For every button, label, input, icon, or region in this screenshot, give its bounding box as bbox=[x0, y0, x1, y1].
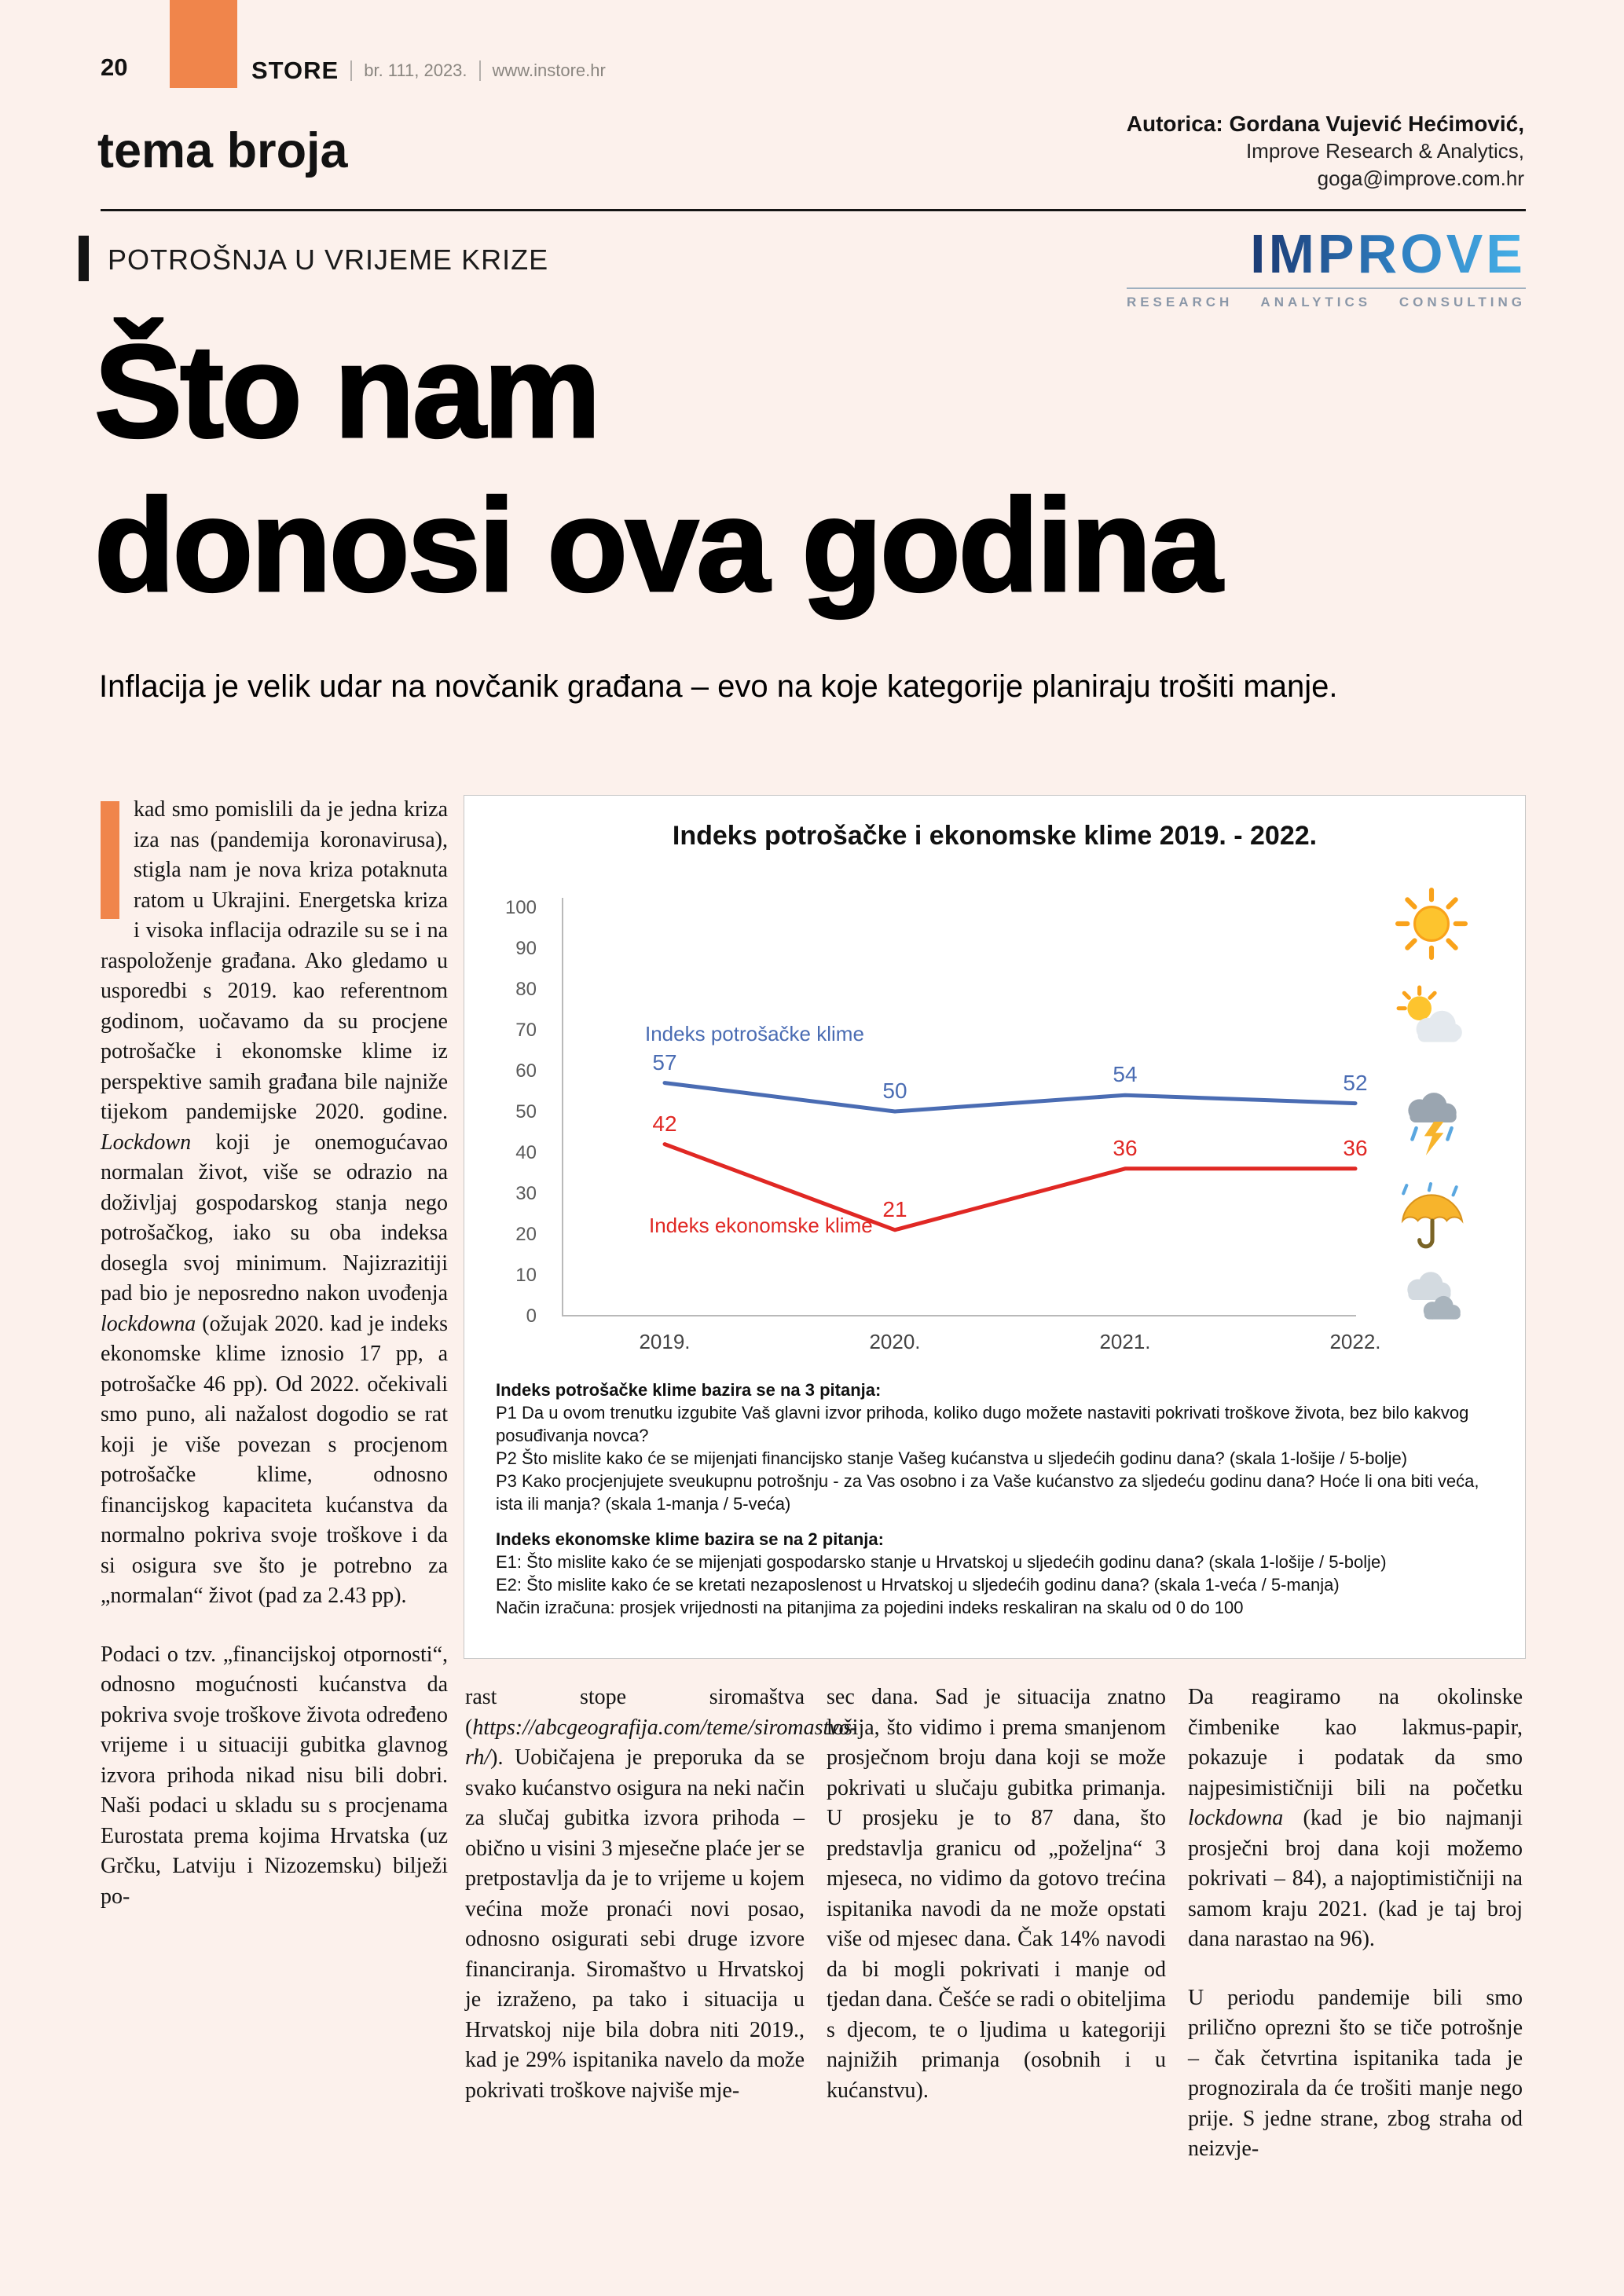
headline-line-1: Što nam bbox=[94, 317, 599, 465]
notes-economic-heading: Indeks ekonomske klime bazira se na 2 pitanja: bbox=[496, 1529, 884, 1549]
paragraph: Da reagiramo na okolinske čimbenike kao lakmus-papir, pokazuje i podatak da smo najpesimističniji bili na početku lockdowna (kad je bio najmanji prosječni broj dana koji možemo pokrivati – 84), a najoptimističniji na samom kraju 2021. (kad je taj broj dana narastao na 96). bbox=[1188, 1685, 1523, 1951]
y-axis-tick: 30 bbox=[515, 1183, 537, 1204]
kicker bbox=[79, 236, 548, 281]
brand-row bbox=[251, 57, 606, 85]
y-axis-tick: 0 bbox=[526, 1305, 537, 1327]
y-axis-tick: 20 bbox=[515, 1224, 537, 1245]
x-axis-tick: 2019. bbox=[639, 1330, 691, 1353]
article-column-3 bbox=[827, 1683, 1166, 2134]
article-column-2 bbox=[465, 1683, 857, 2134]
author-email-link[interactable]: goga@improve.com.hr bbox=[1317, 167, 1524, 190]
divider bbox=[479, 60, 481, 81]
data-point-label: 36 bbox=[1113, 1135, 1138, 1160]
kicker-bar bbox=[79, 236, 89, 281]
drop-cap bbox=[101, 801, 119, 919]
author-organization: Improve Research & Analytics, bbox=[1245, 139, 1524, 163]
article-column-4 bbox=[1188, 1683, 1523, 2193]
divider bbox=[350, 60, 352, 81]
paragraph: sec dana. Sad je situacija znatno lošija, što vidimo i prema smanjenom prosječnom broju dana koji se može pokrivati u slučaju gubitka primanja. U prosjeku je to 87 dana, što predstavlja granicu od „poželjna“ 3 mjeseca, no vidimo da gotovo trećina ispitanika navodi da ne može opstati više od mjesec dana. Čak 14% navodi da bi mogli pokrivati i manje od tjedan dana. Češće se radi o obiteljima s djecom, te o ljudima u kategoriji najnižih primanja (osobnih i u kućanstvu). bbox=[827, 1685, 1166, 2103]
article-column-1 bbox=[101, 795, 448, 1940]
paragraph bbox=[101, 795, 448, 1612]
chart-notes bbox=[496, 1379, 1494, 1619]
data-point-label: 42 bbox=[652, 1111, 677, 1136]
y-axis-tick: 60 bbox=[515, 1060, 537, 1082]
notes-question-e2: E2: Što mislite kako će se kretati nezaposlenost u Hrvatskoj u sljedećih godinu dana? (skala 1-veća / 5-manja) bbox=[496, 1575, 1340, 1595]
data-point-label: 50 bbox=[882, 1078, 907, 1103]
magazine-website-link[interactable]: www.instore.hr bbox=[492, 60, 606, 80]
article-headline bbox=[94, 314, 1220, 622]
improve-logo bbox=[1126, 223, 1526, 310]
author-name: Autorica: Gordana Vujević Hećimović, bbox=[1126, 112, 1524, 136]
x-axis-tick: 2021. bbox=[1099, 1330, 1151, 1353]
y-axis-tick: 40 bbox=[515, 1142, 537, 1163]
y-axis-tick: 10 bbox=[515, 1265, 537, 1286]
paragraph-text: kad smo pomislili da je jedna kriza iza nas (pandemija koronavirusa), stigla nam je nova kriza potaknuta ratom u Ukrajini. Energetska kriza i visoka inflacija odrazile su se i na raspoloženje građana. Ako gledamo u usporedbi s 2019. kao referentnom godinom, uočavamo da su procjene potrošačke i ekonomske klime iz perspektive samih građana bile najniže tijekom pandemijske 2020. godine. Lockdown koji je onemogućavao normalan život, više se odrazio na doživljaj gospodarskog stanja nego potrošačkog, iako su oba indeksa dosegla svoj minimum. Najizrazitiji pad bio je neposredno nakon uvođenja lockdowna (ožujak 2020. kad je indeks ekonomske klime iznosio 17 pp, a potrošačke 46 pp). Od 2022. očekivali smo puno, ali nažalost dogodio se rat koji je više povezan s procjenom potrošačke klime, odnosno financijskog kapaciteta kućanstva da normalno pokriva svoje troškove i da si osigura sve što je potrebno za „normalan“ život (pad za 2.43 pp). bbox=[101, 797, 448, 1608]
y-axis-tick: 100 bbox=[504, 897, 537, 918]
notes-question-p3: P3 Kako procjenjujete sveukupnu potrošnju - za Vas osobno i za Vaše kućanstvo za sljedeću godinu dana? Hoće li ona biti veća, ista ili manja? (skala 1-manja / 5-veća) bbox=[496, 1471, 1479, 1514]
data-point-label: 57 bbox=[652, 1049, 677, 1075]
y-axis-tick: 80 bbox=[515, 979, 537, 1000]
notes-consumer-heading: Indeks potrošačke klime bazira se na 3 pitanja: bbox=[496, 1380, 882, 1400]
author-block bbox=[1127, 110, 1524, 192]
y-axis-tick: 70 bbox=[515, 1020, 537, 1041]
article-subtitle: Inflacija je velik udar na novčanik građana – evo na koje kategorije planiraju trošiti manje. bbox=[99, 669, 1338, 704]
chart-title: Indeks potrošačke i ekonomske klime 2019. - 2022. bbox=[672, 821, 1318, 851]
data-point-label: 36 bbox=[1343, 1135, 1368, 1160]
series-label: Indeks ekonomske klime bbox=[649, 1214, 873, 1238]
paragraph: U periodu pandemije bili smo prilično oprezni što se tiče potrošnje – čak četvrtina ispitanika tada je prognozirala da će trošiti manje nego prije. S jedne strane, zbog straha od neizvje- bbox=[1188, 1985, 1523, 2161]
data-point-label: 54 bbox=[1113, 1062, 1138, 1087]
paragraph: Podaci o tzv. „financijskoj otpornosti“, odnosno mogućnosti kućanstva da pokriva svoje troškove života određeno vrijeme i u situaciji gubitka glavnog izvora prihoda nikad nisu bili dobri. Naši podaci u skladu su s procjenama Eurostata prema kojima Hrvatska (uz Grčku, Latviju i Nizozemsku) bilježi po- bbox=[101, 1642, 448, 1909]
improve-logo-word: IMPROVE bbox=[1127, 226, 1526, 281]
magazine-logo: STORE bbox=[251, 57, 339, 84]
headline-line-2: donosi ova godina bbox=[94, 471, 1221, 619]
x-axis-tick: 2022. bbox=[1329, 1330, 1381, 1353]
notes-question-e1: E1: Što mislite kako će se mijenjati gospodarsko stanje u Hrvatskoj u sljedećih godinu dana? (skala 1-lošije / 5-bolje) bbox=[496, 1552, 1387, 1572]
page-number: 20 bbox=[101, 53, 128, 81]
brand-orange-square bbox=[170, 0, 237, 88]
y-axis-tick: 50 bbox=[515, 1101, 537, 1122]
y-axis-tick: 90 bbox=[515, 938, 537, 959]
header-rule bbox=[101, 209, 1526, 211]
paragraph: rast stope siromaštva (https://abcgeografija.com/teme/siromastvo-rh/). Uobičajena je preporuka da se svako kućanstvo osigura na neki način za slučaj gubitka izvora prihoda – obično u visini 3 mjesečne plaće jer se pretpostavlja da je to vrijeme u kojem većina može pronaći novi posao, odnosno osigurati sebi druge izvore financiranja. Siromaštvo u Hrvatskoj je izraženo, pa tako i situacija u Hrvatskoj nije bila dobra niti 2019., kad je 29% ispitanika navelo da može pokrivati troškove najviše mje- bbox=[465, 1685, 857, 2103]
series-line bbox=[665, 1083, 1355, 1111]
section-title: tema broja bbox=[97, 123, 348, 178]
x-axis-tick: 2020. bbox=[869, 1330, 921, 1353]
kicker-label: POTROŠNJA U VRIJEME KRIZE bbox=[108, 244, 549, 276]
notes-question-p2: P2 Što mislite kako će se mijenjati financijsko stanje Vašeg kućanstva u sljedećih godinu dana? (skala 1-lošije / 5-bolje) bbox=[496, 1448, 1408, 1468]
data-point-label: 52 bbox=[1343, 1070, 1368, 1095]
issue-number: br. 111, 2023. bbox=[364, 60, 467, 80]
improve-logo-tagline: RESEARCH ANALYTICS CONSULTING bbox=[1127, 287, 1526, 310]
notes-question-p1: P1 Da u ovom trenutku izgubite Vaš glavni izvor prihoda, koliko dugo možete nastaviti pokrivati troškove života, bez bilo kakvog posuđivanja novca? bbox=[496, 1403, 1469, 1445]
series-label: Indeks potrošačke klime bbox=[645, 1021, 864, 1045]
chart-panel bbox=[464, 795, 1526, 1659]
notes-method: Način izračuna: prosjek vrijednosti na pitanjima za pojedini indeks reskaliran na skalu od 0 do 100 bbox=[496, 1598, 1244, 1617]
data-point-label: 21 bbox=[882, 1196, 907, 1221]
chart-plot bbox=[488, 876, 1501, 1363]
